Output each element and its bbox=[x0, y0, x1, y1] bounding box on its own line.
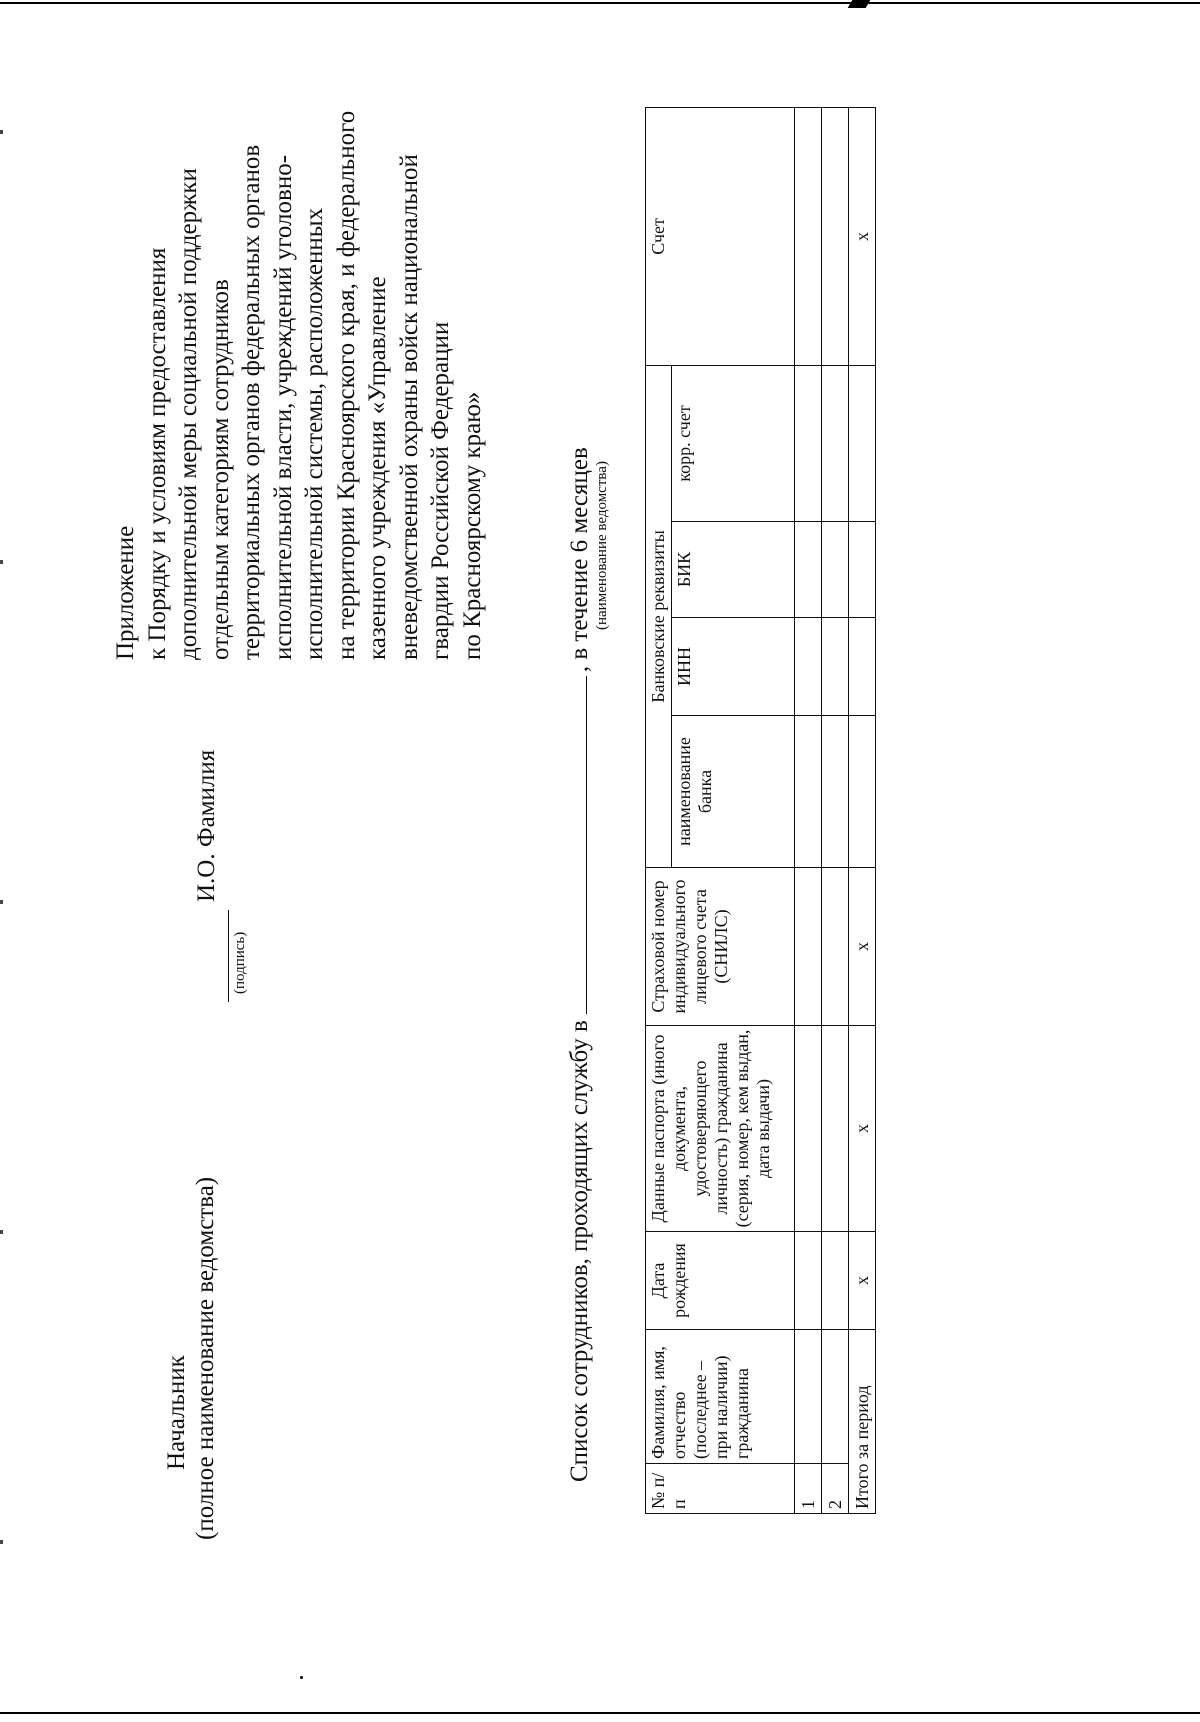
table-header-row bbox=[646, 107, 672, 1513]
appendix-line: Приложение bbox=[112, 525, 139, 660]
appendix-line: отдельным категориям сотрудников bbox=[206, 279, 234, 660]
header-birth: Дата рождения bbox=[646, 1232, 795, 1330]
signature-caption: (подпись) bbox=[232, 931, 248, 994]
header-bank: Банковские реквизиты bbox=[646, 365, 672, 867]
cell bbox=[795, 365, 822, 521]
appendix-line: на территории Красноярского края, и федерального bbox=[332, 110, 360, 660]
signer-name: И.О. Фамилия bbox=[193, 749, 220, 902]
cell bbox=[849, 522, 876, 618]
total-label: Итого за период bbox=[849, 1330, 876, 1514]
cell bbox=[795, 522, 822, 618]
header-account: Счет bbox=[646, 107, 795, 365]
table-row bbox=[795, 107, 822, 1513]
appendix-line: вневедомственной охраны войск национальной bbox=[395, 154, 423, 660]
cell bbox=[795, 1232, 822, 1330]
table-total-row bbox=[849, 107, 876, 1513]
list-title bbox=[562, 447, 594, 1482]
cell bbox=[795, 868, 822, 1026]
cell bbox=[822, 365, 849, 521]
row-num: 2 bbox=[822, 1464, 849, 1514]
total-birth: x bbox=[849, 1232, 876, 1330]
header-passport: Данные паспорта (иного документа, удостоверяющего личность) гражданина (серия, номер, кем выдан, дата выдачи) bbox=[646, 1026, 795, 1232]
cell bbox=[822, 1232, 849, 1330]
list-title-prefix: Список сотрудников, проходящих службу в bbox=[566, 1020, 593, 1482]
cell bbox=[822, 1026, 849, 1232]
cell bbox=[849, 365, 876, 521]
appendix-line: к Порядку и условиям предоставления bbox=[143, 247, 171, 660]
header-bik: БИК bbox=[672, 522, 795, 618]
department-caption: (наименование ведомства) bbox=[594, 461, 610, 630]
cell bbox=[822, 1330, 849, 1464]
appendix-block bbox=[110, 111, 488, 660]
row-num: 1 bbox=[795, 1464, 822, 1514]
header-bank-name: наименование банка bbox=[672, 716, 795, 868]
appendix-line: исполнительной власти, учреждений уголовно- bbox=[269, 154, 297, 660]
cell bbox=[795, 716, 822, 868]
appendix-line: казенного учреждения «Управление bbox=[364, 276, 391, 660]
cell bbox=[795, 1330, 822, 1464]
signer-position: Начальник bbox=[163, 1355, 190, 1470]
appendix-line: гвардии Российской Федерации bbox=[427, 321, 454, 660]
header-inn: ИНН bbox=[672, 618, 795, 716]
signature-line bbox=[228, 910, 229, 1002]
appendix-line: по Красноярскому краю» bbox=[458, 391, 486, 660]
cell bbox=[849, 618, 876, 716]
cell bbox=[822, 522, 849, 618]
signer-department: (полное наименование ведомства) bbox=[192, 1176, 219, 1540]
employees-table bbox=[645, 107, 876, 1514]
header-num: № п/п bbox=[646, 1464, 795, 1514]
cell bbox=[822, 868, 849, 1026]
header-fio: Фамилия, имя, отчество (последнее – при наличии) гражданина bbox=[646, 1330, 795, 1464]
department-blank-line bbox=[562, 676, 587, 1014]
total-passport: x bbox=[849, 1026, 876, 1232]
appendix-line: исполнительной системы, расположенных bbox=[301, 207, 328, 660]
cell bbox=[795, 107, 822, 365]
appendix-line: территориальных органов федеральных органов bbox=[238, 144, 265, 660]
header-snils: Страховой номер индивидуального лицевого счета (СНИЛС) bbox=[646, 868, 795, 1026]
cell bbox=[849, 716, 876, 868]
total-snils: x bbox=[849, 868, 876, 1026]
total-account: x bbox=[849, 107, 876, 365]
appendix-line: дополнительной меры социальной поддержки bbox=[175, 168, 202, 660]
header-corr: корр. счет bbox=[672, 365, 795, 521]
cell bbox=[822, 618, 849, 716]
list-title-suffix: , в течение 6 месяцев bbox=[566, 447, 593, 673]
cell bbox=[795, 618, 822, 716]
table-row bbox=[822, 107, 849, 1513]
cell bbox=[795, 1026, 822, 1232]
cell bbox=[822, 107, 849, 365]
cell bbox=[822, 716, 849, 868]
